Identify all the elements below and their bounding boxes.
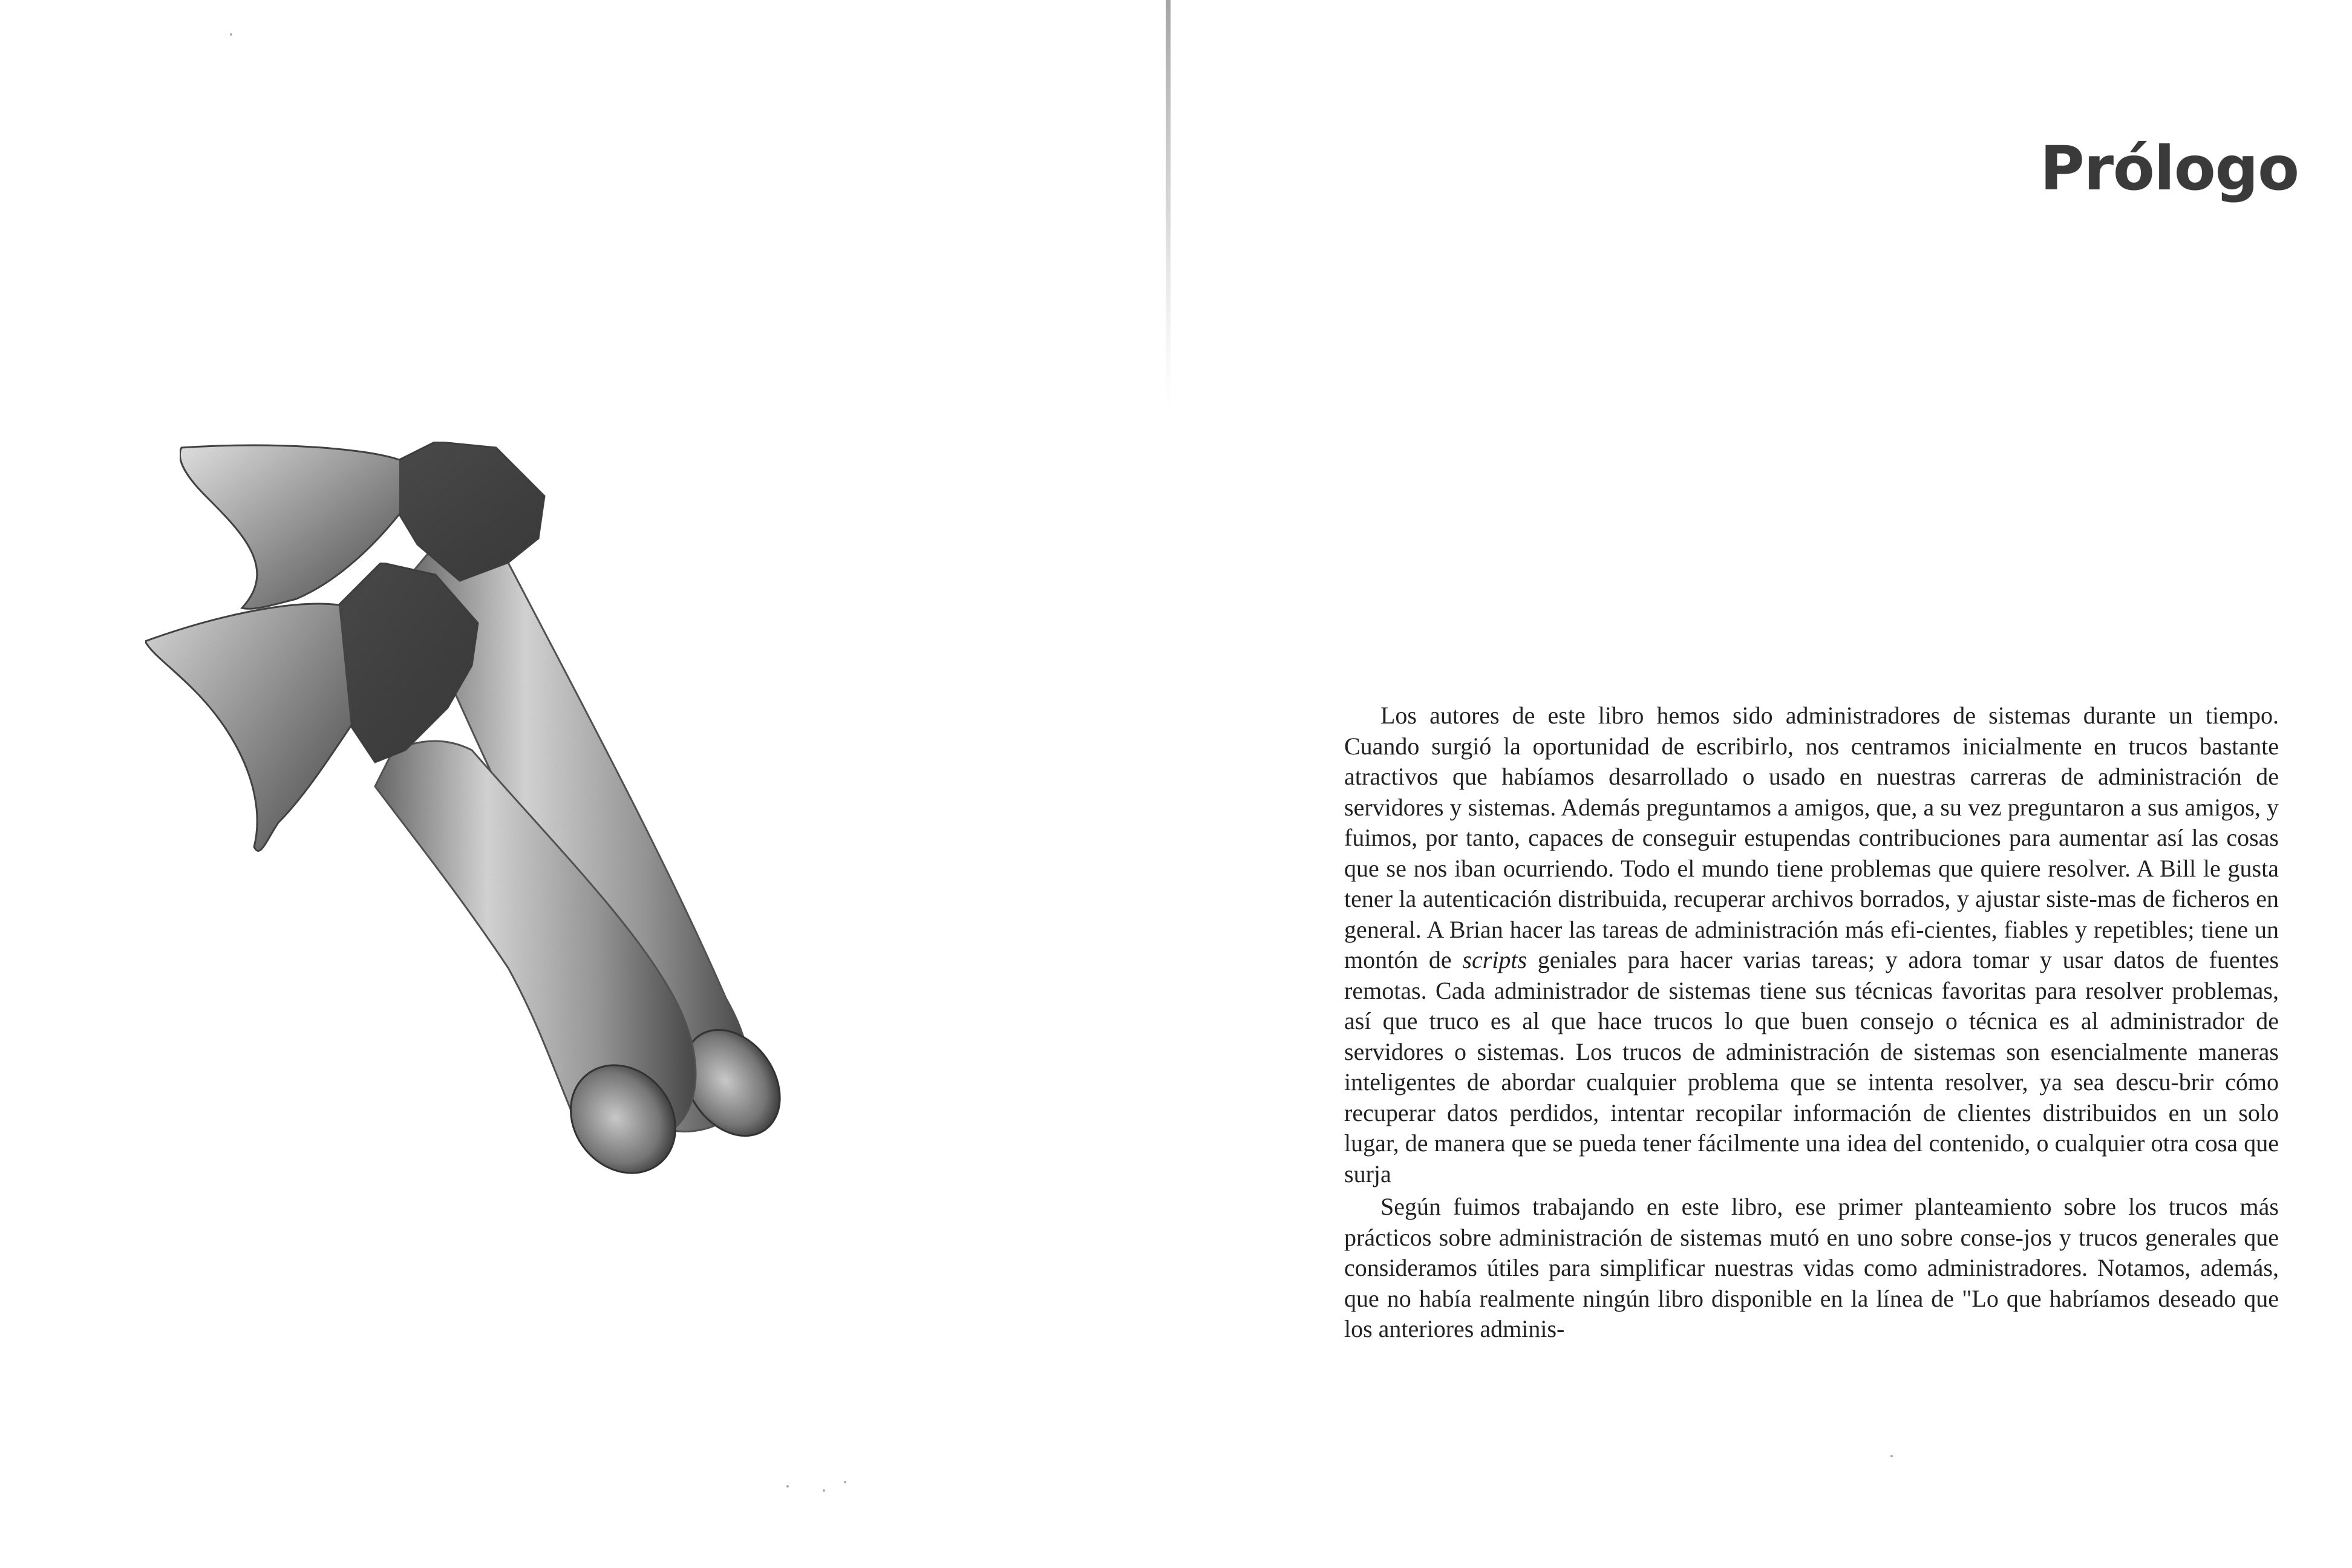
paragraph-1-end: geniales para hacer varias tareas; y adora tomar y usar datos de fuentes remotas. Cada administrador de sistemas tiene sus técnicas favoritas para resolver problemas, así que truco es al que hace trucos lo que buen consejo o técnica es al administrador de servidores o sistemas. Los trucos de administración de sistemas son esencialmente maneras inteligentes de abordar cualquier problema que se intenta resolver, ya sea descu-brir cómo recuperar datos perdidos, intentar recopilar información de clientes distribuidos en un solo lugar, de manera que se pueda tener fácilmente una idea del contenido, o cualquier otra cosa que surja (1344, 946, 2279, 1187)
paper-speck (230, 33, 232, 36)
paper-speck (823, 1489, 825, 1492)
paper-speck (844, 1481, 846, 1483)
italic-term: scripts (1462, 946, 1527, 973)
paper-speck (786, 1485, 789, 1488)
paper-speck (1890, 1455, 1893, 1457)
paragraph-1-start: Los autores de este libro hemos sido administradores de sistemas durante un tiempo. Cuando surgió la oportunidad de escribirlo, nos centramos inicialmente en trucos bastante atractivos que habíamos desarrollado o usado en nuestras carreras de administración de servidores y sistemas. Además preguntamos a amigos, que, a su vez preguntaron a sus amigos, y fuimos, por tanto, capaces de conseguir estupendas contribuciones para aumentar así las cosas que se nos iban ocurriendo. Todo el mundo tiene problemas que quiere resolver. A Bill le gusta tener la autenticación distribuida, recuperar archivos borrados, y ajustar siste-mas de ficheros en general. A Brian hacer las tareas de administración más efi-cientes, fiables y repetibles; tiene un montón de (1344, 702, 2279, 973)
chapter-title: Prólogo (2040, 133, 2299, 204)
body-text (1344, 701, 2279, 1345)
paragraph-1 (1344, 701, 2279, 1189)
crossed-hatchets-icon (121, 423, 980, 1210)
left-page (0, 0, 1171, 1568)
paragraph-2: Según fuimos trabajando en este libro, ese primer planteamiento sobre los trucos más prácticos sobre administración de sistemas mutó en uno sobre conse-jos y trucos generales que consideramos útiles para simplificar nuestras vidas como administradores. Notamos, además, que no había realmente ningún libro disponible en la línea de "Lo que habríamos deseado que los anteriores adminis- (1344, 1193, 2279, 1342)
